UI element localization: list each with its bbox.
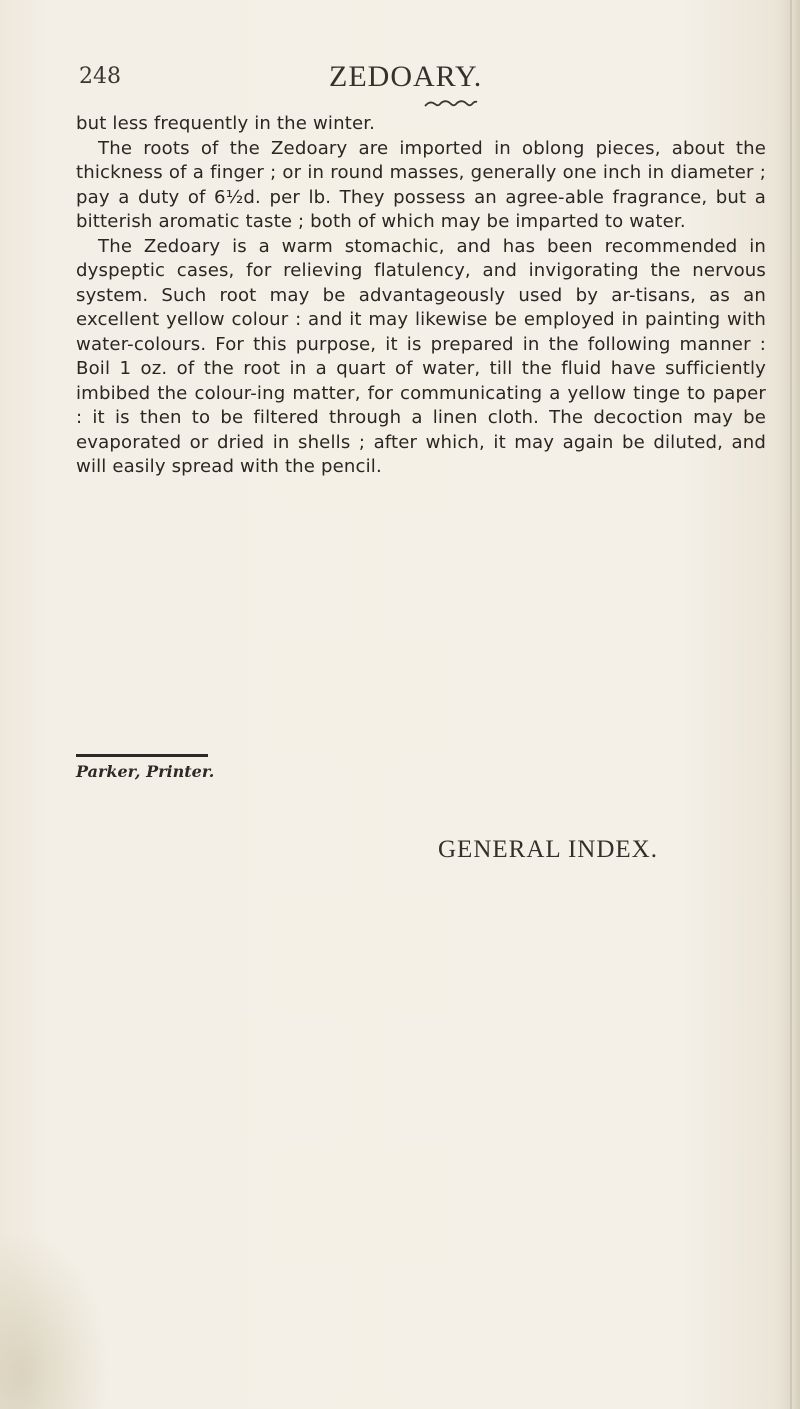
paragraph-2: The Zedoary is a warm stomachic, and has been recommended in dyspeptic cases, for relieving flatulency, and invigorating the nervous system. Such root may be advantageously used by ar-tisans, as an excellent yellow colour : and it may likewise be employed in painting with water-colours. For this purpose, it is prepared in the following manner : Boil 1 oz. of the root in a quart of water, till the fluid have sufficiently imbibed the colour-ing matter, for communicating a yellow tinge to paper : it is then to be filtered through a linen cloth. The decoction may be evaporated or dried in shells ; after which, it may again be diluted, and will easily spread with the pencil. [76,235,766,477]
paper-stain [0,1230,110,1409]
page-edge-shadow [792,0,800,1409]
continuation-line: but less frequently in the winter. [76,113,376,134]
general-index-heading: GENERAL INDEX. [438,836,658,863]
printer-imprint: Parker, Printer. [76,762,215,781]
ornament-flourish [423,98,479,110]
page-edge-line [790,0,792,1409]
divider-rule [76,754,208,757]
page-number: 248 [79,64,121,89]
body-text [76,112,766,480]
running-title: ZEDOARY. [329,60,483,93]
paragraph-1: The roots of the Zedoary are imported in oblong pieces, about the thickness of a finger ; or in round masses, generally one inch in diameter ; pay a duty of 6½d. per lb. They possess an agree-able fragrance, but a bitterish aromatic taste ; both of which may be imparted to water. [76,137,766,232]
